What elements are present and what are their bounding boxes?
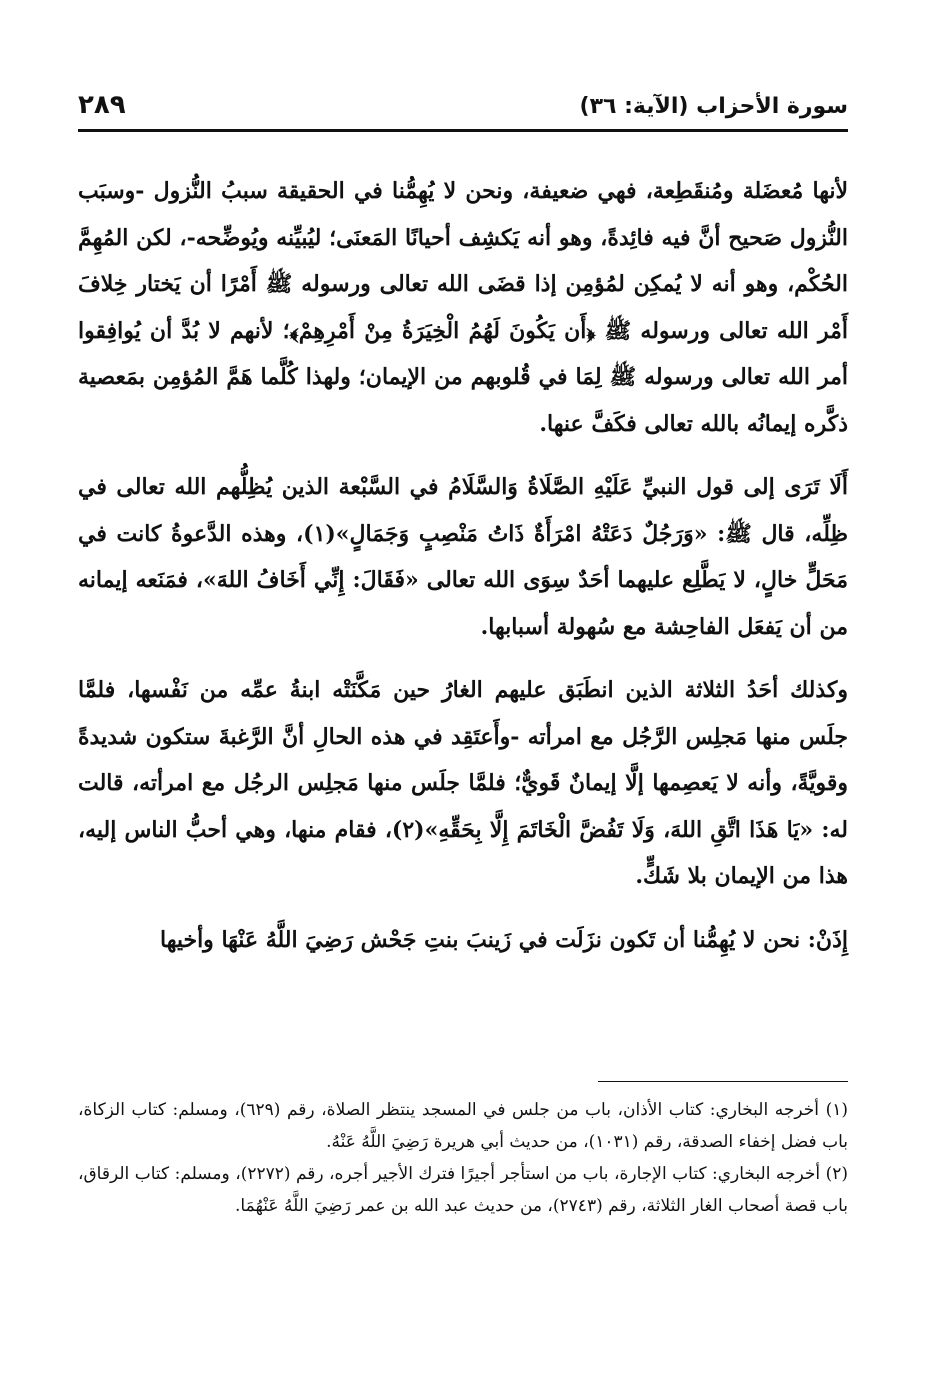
paragraph-3: وكذلك أحَدُ الثلاثة الذين انطَبَق عليهم الغارُ حين مَكَّنَتْه ابنةُ عمِّه من نَفْسها، فلمَّا جلَس منها مَجلِس الرَّجُل مع امرأته -وأَعتَقِد في هذه الحالِ أنَّ الرَّغبةَ ستكون شديدةً وقويَّةً، وأنه لا يَعصِمها إلَّا إيمانٌ قَويٌّ؛ فلمَّا جلَس منها مَجلِس الرجُل مع امرأته، قالت له: «يَا هَذَا اتَّقِ اللهَ، وَلَا تَفُضَّ الْخَاتَمَ إِلَّا بِحَقِّهِ»(٢)، فقام منها، وهي أحبُّ الناس إليه، هذا من الإيمان بلا شَكٍّ. — [78, 677, 848, 889]
header-divider — [78, 129, 848, 132]
footnotes — [78, 1094, 848, 1222]
footnote-1: (١) أخرجه البخاري: كتاب الأذان، باب من جلس في المسجد ينتظر الصلاة، رقم (٦٢٩)، ومسلم: كتاب الزكاة، باب فضل إخفاء الصدقة، رقم (١٠٣١)، من حديث أبي هريرة رَضِيَ اللَّهُ عَنْهُ. — [78, 1100, 848, 1152]
surah-title: سورة الأحزاب (الآية: ٣٦) — [579, 94, 848, 119]
paragraph-2: أَلَا تَرَى إلى قول النبيِّ عَلَيْهِ الصَّلَاةُ وَالسَّلَامُ في السَّبْعة الذين يُظِلُّهم الله تعالى في ظِلِّه، قال ﷺ: «وَرَجُلٌ دَعَتْهُ امْرَأَةٌ ذَاتُ مَنْصِبٍ وَجَمَالٍ»(١)، وهذه الدَّعوةُ كانت في مَحَلٍّ خالٍ، لا يَطَّلِع عليهما أحَدٌ سِوَى الله تعالى «فَقَالَ: إِنِّي أَخَافُ اللهَ»، فمَنَعه إيمانه من أن يَفعَل الفاحِشة مع سُهولة أسبابها. — [78, 474, 848, 640]
page-header — [78, 88, 848, 128]
main-text — [78, 168, 848, 980]
footnote-2: (٢) أخرجه البخاري: كتاب الإجارة، باب من استأجر أجيرًا فترك الأجير أجره، رقم (٢٢٧٢)، ومسلم: كتاب الرقاق، باب قصة أصحاب الغار الثلاثة، رقم (٢٧٤٣)، من حديث عبد الله بن عمر رَضِيَ اللَّهُ عَنْهُمَا. — [78, 1164, 848, 1216]
footnote-divider — [598, 1081, 848, 1082]
paragraph-4: إِذَنْ: نحن لا يُهِمُّنا أن تَكون نزَلَت في زَينبَ بنتِ جَحْش رَضِيَ اللَّهُ عَنْهَا وأخيها — [159, 926, 848, 953]
paragraph-1: لأنها مُعضَلة ومُنقَطِعة، فهي ضعيفة، ونحن لا يُهِمُّنا في الحقيقة سببُ النُّزول -وسبَب النُّزول صَحيح أنَّ فيه فائِدةً، وهو أنه يَكشِف أحيانًا المَعنَى؛ ليُبيِّنه ويُوضِّحه-، لكن المُهِمَّ الحُكْم، وهو أنه لا يُمكِن لمُؤمِن إذا قضَى الله تعالى ورسوله ﷺ أَمْرًا أن يَختار خِلافَ أَمْر الله تعالى ورسوله ﷺ ﴿أَن يَكُونَ لَهُمُ الْخِيَرَةُ مِنْ أَمْرِهِمْ﴾؛ لأنهم لا بُدَّ أن يُوافِقوا أمر الله تعالى ورسوله ﷺ لِمَا في قُلوبهم من الإيمان؛ ولهذا كُلَّما هَمَّ المُؤمِن بمَعصية ذكَّره إيمانُه بالله تعالى فكَفَّ عنها. — [78, 178, 848, 437]
page-number: ٢٨٩ — [78, 90, 126, 120]
